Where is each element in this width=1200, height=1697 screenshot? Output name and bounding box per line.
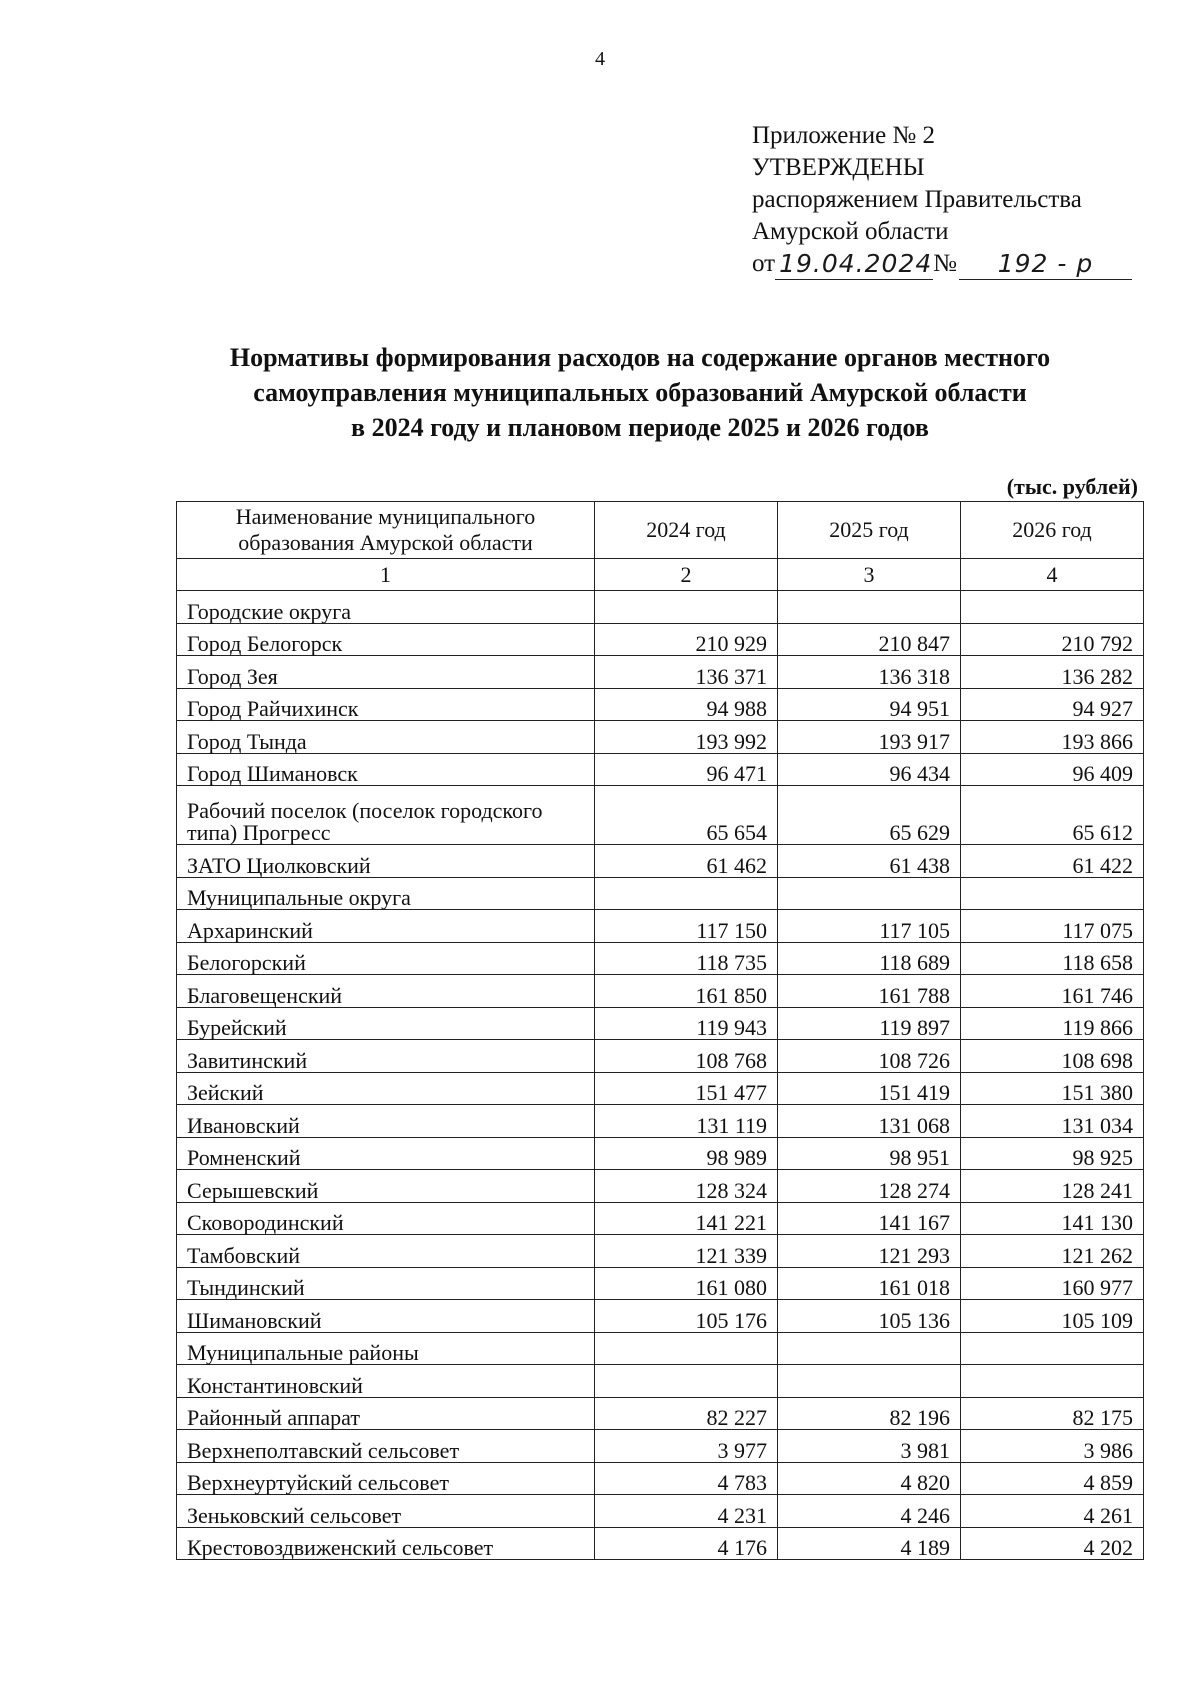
value-2024: 119 943: [595, 1007, 778, 1040]
value-2024: 161 850: [595, 975, 778, 1008]
value-2025: [778, 1365, 961, 1398]
row-name: Зейский: [177, 1072, 595, 1105]
row-name: Муниципальные районы: [177, 1332, 595, 1365]
handwritten-number: 192 - р: [959, 249, 1132, 280]
value-2024: 96 471: [595, 753, 778, 786]
table-row: [177, 1430, 1144, 1463]
row-name: Константиновский: [177, 1365, 595, 1398]
row-name: Тамбовский: [177, 1235, 595, 1268]
table-row: [177, 1202, 1144, 1235]
value-2026: 193 866: [961, 721, 1144, 754]
value-2026: 160 977: [961, 1267, 1144, 1300]
value-2024: 61 462: [595, 845, 778, 878]
header-2026: 2026 год: [961, 502, 1144, 559]
row-name: Бурейский: [177, 1007, 595, 1040]
title-line-2: самоуправления муниципальных образований Амурской области: [253, 378, 1027, 407]
table-row: [177, 753, 1144, 786]
value-2024: 161 080: [595, 1267, 778, 1300]
header-2025: 2025 год: [778, 502, 961, 559]
value-2026: 61 422: [961, 845, 1144, 878]
from-label: от: [752, 250, 776, 277]
table-row: [177, 1040, 1144, 1073]
value-2026: 210 792: [961, 623, 1144, 656]
table-row: [177, 975, 1144, 1008]
value-2026: 151 380: [961, 1072, 1144, 1105]
value-2025: 65 629: [778, 786, 961, 845]
value-2026: 161 746: [961, 975, 1144, 1008]
value-2025: 4 246: [778, 1495, 961, 1528]
table-row: [177, 910, 1144, 943]
value-2025: 136 318: [778, 656, 961, 689]
value-2024: 118 735: [595, 942, 778, 975]
page-number: 4: [595, 48, 605, 70]
table-row: [177, 1397, 1144, 1430]
value-2024: 141 221: [595, 1202, 778, 1235]
value-2025: 141 167: [778, 1202, 961, 1235]
table-row: [177, 1007, 1144, 1040]
value-2026: 96 409: [961, 753, 1144, 786]
value-2025: 61 438: [778, 845, 961, 878]
row-name: Районный аппарат: [177, 1397, 595, 1430]
row-name: Шимановский: [177, 1300, 595, 1333]
value-2025: 98 951: [778, 1137, 961, 1170]
table-row: [177, 1170, 1144, 1203]
value-2026: 128 241: [961, 1170, 1144, 1203]
value-2025: 128 274: [778, 1170, 961, 1203]
row-name: Крестовоздвиженский сельсовет: [177, 1527, 595, 1560]
table-row: [177, 786, 1144, 845]
value-2025: 151 419: [778, 1072, 961, 1105]
row-name: Ромненский: [177, 1137, 595, 1170]
value-2024: 193 992: [595, 721, 778, 754]
value-2026: [961, 1332, 1144, 1365]
value-2024: 121 339: [595, 1235, 778, 1268]
value-2026: [961, 591, 1144, 624]
title-line-1: Нормативы формирования расходов на содержание органов местного: [229, 343, 1051, 372]
row-name: Город Зея: [177, 656, 595, 689]
appendix-label: Приложение № 2: [752, 122, 936, 149]
table-row: [177, 942, 1144, 975]
value-2026: 4 202: [961, 1527, 1144, 1560]
header-2024: 2024 год: [595, 502, 778, 559]
value-2025: 119 897: [778, 1007, 961, 1040]
value-2024: 210 929: [595, 623, 778, 656]
value-2024: 131 119: [595, 1105, 778, 1138]
value-2026: [961, 877, 1144, 910]
title-line-3: в 2024 году и плановом периоде 2025 и 2026 годов: [351, 413, 929, 442]
table-row: [177, 591, 1144, 624]
value-2026: 3 986: [961, 1430, 1144, 1463]
row-name: Зеньковский сельсовет: [177, 1495, 595, 1528]
table-row: [177, 721, 1144, 754]
column-number: 4: [961, 559, 1144, 591]
value-2025: 117 105: [778, 910, 961, 943]
value-2026: 121 262: [961, 1235, 1144, 1268]
value-2026: 117 075: [961, 910, 1144, 943]
table-row: [177, 688, 1144, 721]
value-2024: [595, 1365, 778, 1398]
value-2025: [778, 877, 961, 910]
value-2026: 98 925: [961, 1137, 1144, 1170]
column-number: 3: [778, 559, 961, 591]
table-row: [177, 1267, 1144, 1300]
date-number-line: [752, 248, 1132, 280]
value-2026: 136 282: [961, 656, 1144, 689]
value-2026: 131 034: [961, 1105, 1144, 1138]
value-2026: 4 261: [961, 1495, 1144, 1528]
row-name: Ивановский: [177, 1105, 595, 1138]
row-name: Завитинский: [177, 1040, 595, 1073]
value-2025: 118 689: [778, 942, 961, 975]
row-name: Муниципальные округа: [177, 877, 595, 910]
value-2024: [595, 877, 778, 910]
value-2026: 118 658: [961, 942, 1144, 975]
value-2025: 108 726: [778, 1040, 961, 1073]
value-2024: 128 324: [595, 1170, 778, 1203]
value-2026: [961, 1365, 1144, 1398]
value-2025: 161 018: [778, 1267, 961, 1300]
value-2025: [778, 591, 961, 624]
value-2026: 108 698: [961, 1040, 1144, 1073]
region-label: Амурской области: [752, 218, 949, 245]
header-name: Наименование муниципального образования Амурской области: [177, 502, 595, 559]
table-row: [177, 1300, 1144, 1333]
value-2025: 161 788: [778, 975, 961, 1008]
value-2024: 108 768: [595, 1040, 778, 1073]
value-2024: 117 150: [595, 910, 778, 943]
value-2026: 94 927: [961, 688, 1144, 721]
row-name: Тындинский: [177, 1267, 595, 1300]
table-row: [177, 1235, 1144, 1268]
value-2025: 105 136: [778, 1300, 961, 1333]
value-2025: 82 196: [778, 1397, 961, 1430]
value-2024: 151 477: [595, 1072, 778, 1105]
table-row: [177, 1137, 1144, 1170]
row-name: Верхнеуртуйский сельсовет: [177, 1462, 595, 1495]
table-header-row: [177, 502, 1144, 559]
column-number-row: [177, 559, 1144, 591]
value-2024: 105 176: [595, 1300, 778, 1333]
document-title: [150, 340, 1130, 445]
value-2024: 4 231: [595, 1495, 778, 1528]
units-label: (тыс. рублей): [1006, 474, 1138, 499]
row-name: Благовещенский: [177, 975, 595, 1008]
value-2025: [778, 1332, 961, 1365]
row-name: Город Тында: [177, 721, 595, 754]
table-row: [177, 1365, 1144, 1398]
value-2026: 105 109: [961, 1300, 1144, 1333]
value-2025: 4 820: [778, 1462, 961, 1495]
value-2024: 3 977: [595, 1430, 778, 1463]
table-row: [177, 877, 1144, 910]
value-2025: 4 189: [778, 1527, 961, 1560]
value-2024: 4 783: [595, 1462, 778, 1495]
table-row: [177, 1462, 1144, 1495]
table-row: [177, 623, 1144, 656]
value-2024: 98 989: [595, 1137, 778, 1170]
column-number: 2: [595, 559, 778, 591]
value-2026: 4 859: [961, 1462, 1144, 1495]
table-row: [177, 845, 1144, 878]
table-row: [177, 1495, 1144, 1528]
value-2026: 82 175: [961, 1397, 1144, 1430]
value-2024: [595, 591, 778, 624]
row-name: Город Белогорск: [177, 623, 595, 656]
value-2025: 121 293: [778, 1235, 961, 1268]
number-label: №: [933, 250, 957, 277]
handwritten-date: 19.04.2024: [775, 249, 933, 280]
row-name: Верхнеполтавский сельсовет: [177, 1430, 595, 1463]
table-row: [177, 1105, 1144, 1138]
norms-table: [176, 501, 1144, 1560]
table-row: [177, 1072, 1144, 1105]
value-2024: 65 654: [595, 786, 778, 845]
value-2024: 136 371: [595, 656, 778, 689]
row-name: Белогорский: [177, 942, 595, 975]
table-row: [177, 656, 1144, 689]
value-2024: 4 176: [595, 1527, 778, 1560]
value-2024: 94 988: [595, 688, 778, 721]
value-2025: 3 981: [778, 1430, 961, 1463]
table-row: [177, 1527, 1144, 1560]
table-row: [177, 1332, 1144, 1365]
table-body: [177, 591, 1144, 1560]
row-name: Архаринский: [177, 910, 595, 943]
value-2025: 131 068: [778, 1105, 961, 1138]
value-2025: 193 917: [778, 721, 961, 754]
row-name: Город Райчихинск: [177, 688, 595, 721]
value-2026: 65 612: [961, 786, 1144, 845]
row-name: Город Шимановск: [177, 753, 595, 786]
value-2024: 82 227: [595, 1397, 778, 1430]
row-name: Городские округа: [177, 591, 595, 624]
value-2024: [595, 1332, 778, 1365]
row-name: Сковородинский: [177, 1202, 595, 1235]
value-2026: 141 130: [961, 1202, 1144, 1235]
column-number: 1: [177, 559, 595, 591]
value-2025: 96 434: [778, 753, 961, 786]
value-2026: 119 866: [961, 1007, 1144, 1040]
row-name: ЗАТО Циолковский: [177, 845, 595, 878]
approval-block: [752, 120, 1132, 280]
value-2025: 94 951: [778, 688, 961, 721]
row-name: Рабочий поселок (поселок городского типа) Прогресс: [177, 786, 595, 845]
approved-label: УТВЕРЖДЕНЫ: [752, 154, 925, 181]
row-name: Серышевский: [177, 1170, 595, 1203]
order-label: распоряжением Правительства: [752, 186, 1082, 213]
value-2025: 210 847: [778, 623, 961, 656]
